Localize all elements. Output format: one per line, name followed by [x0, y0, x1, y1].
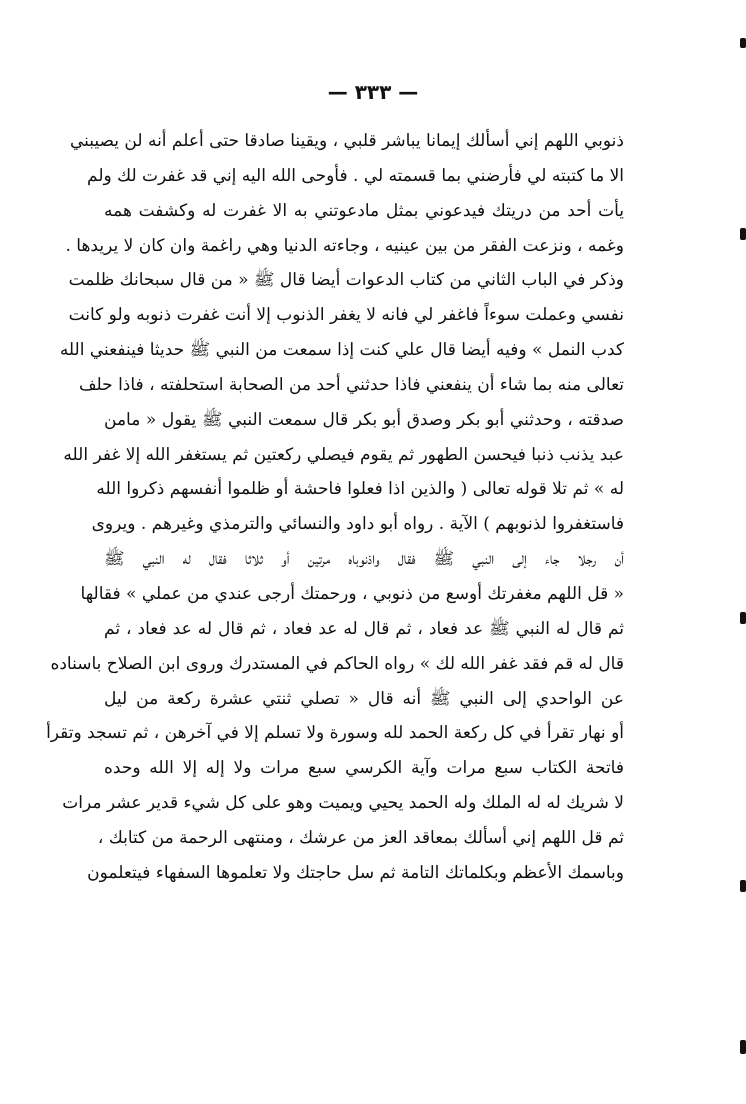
text-line: فاستغفروا لذنوبهم ) الآية . رواه أبو داود والنسائي والترمذي وغيرهم . ويروى — [91, 514, 624, 535]
text-line: ذنوبي اللهم إني أسألك إيمانا يباشر قلبي ، ويقينا صادقا حتى أعلم أنه لن يصيبني — [70, 131, 624, 151]
text-line: ثم قل اللهم إني أسألك بمعاقد العز من عرشك ، ومنتهى الرحمة من كتابك ، — [97, 827, 624, 848]
scan-edge-mark — [740, 1040, 746, 1054]
text-line: وغمه ، ونزعت الفقر من بين عينيه ، وجاءته الدنيا وهي راغمة وان كان لا يريدها . — [65, 235, 624, 256]
text-line: عبد يذنب ذنبا فيحسن الطهور ثم يقوم فيصلي ركعتين ثم يستغفر الله إلا غفر الله — [63, 444, 624, 465]
text-line: له » ثم تلا قوله تعالى ( والذين اذا فعلوا فاحشة أو ظلموا أنفسهم ذكروا الله — [96, 479, 624, 500]
text-line: صدقته ، وحدثني أبو بكر وصدق أبو بكر قال سمعت النبي ﷺ يقول « مامن — [104, 409, 624, 430]
text-line: وذكر في الباب الثاني من كتاب الدعوات أيضا قال ﷺ « من قال سبحانك ظلمت — [68, 270, 624, 291]
scan-edge-mark — [740, 880, 746, 892]
scan-edge-mark — [740, 612, 746, 624]
page-number: — ٣٣٣ — — [327, 80, 419, 104]
text-line: أو نهار تقرأ في كل ركعة الحمد لله وسورة ولا تسلم إلا في آخرهن ، ثم تسجد وتقرأ — [46, 723, 624, 744]
scan-edge-mark — [740, 38, 746, 48]
text-line: فاتحة الكتاب سبع مرات وآية الكرسي سبع مرات ولا إله إلا الله وحده — [104, 758, 624, 779]
text-line: « قل اللهم مغفرتك أوسع من ذنوبي ، ورحمتك أرجى عندي من عملي » فقالها — [80, 583, 624, 604]
text-line: ثم قال له النبي ﷺ عد فعاد ، ثم قال له عد فعاد ، ثم قال له عد فعاد ، ثم — [104, 618, 625, 639]
text-line: نفسي وعملت سوءاً فاغفر لي فانه لا يغفر الذنوب إلا أنت غفرت ذنوبه ولو كانت — [68, 305, 624, 326]
text-line: تعالى منه بما شاء أن ينفعني فاذا حدثني أحد من الصحابة استحلفته ، فاذا حلف — [78, 374, 624, 395]
text-line: كدب النمل » وفيه أيضا قال علي كنت إذا سمعت من النبي ﷺ حديثا فينفعني الله — [59, 340, 624, 361]
text-line: وباسمك الأعظم وبكلماتك التامة ثم سل حاجتك ولا تعلموها السفهاء فيتعلمون — [87, 862, 624, 883]
text-line: أن رجلا جاء إلى النبي ﷺ فقال واذنوباه مرتين أو ثلاثا فقال له النبي ﷺ — [104, 549, 624, 570]
scan-edge-mark — [740, 228, 746, 240]
text-line: لا شريك له له الملك وله الحمد يحيي ويميت وهو على كل شيء قدير عشر مرات — [62, 793, 624, 814]
arabic-text-body — [46, 124, 625, 891]
text-line: عن الواحدي إلى النبي ﷺ أنه قال « تصلي ثنتي عشرة ركعة من ليل — [104, 688, 624, 709]
text-line: يأت أحد من دريتك فيدعوني بمثل مادعوتني به الا غفرت له وكشفت همه — [104, 200, 624, 221]
text-line: الا ما كتبته لي فأرضني بما قسمته لي . فأوحى الله اليه إني قد غفرت لك ولم — [87, 165, 624, 186]
text-line: قال له قم فقد غفر الله لك » رواه الحاكم في المستدرك وروى ابن الصلاح باسناده — [50, 653, 624, 674]
